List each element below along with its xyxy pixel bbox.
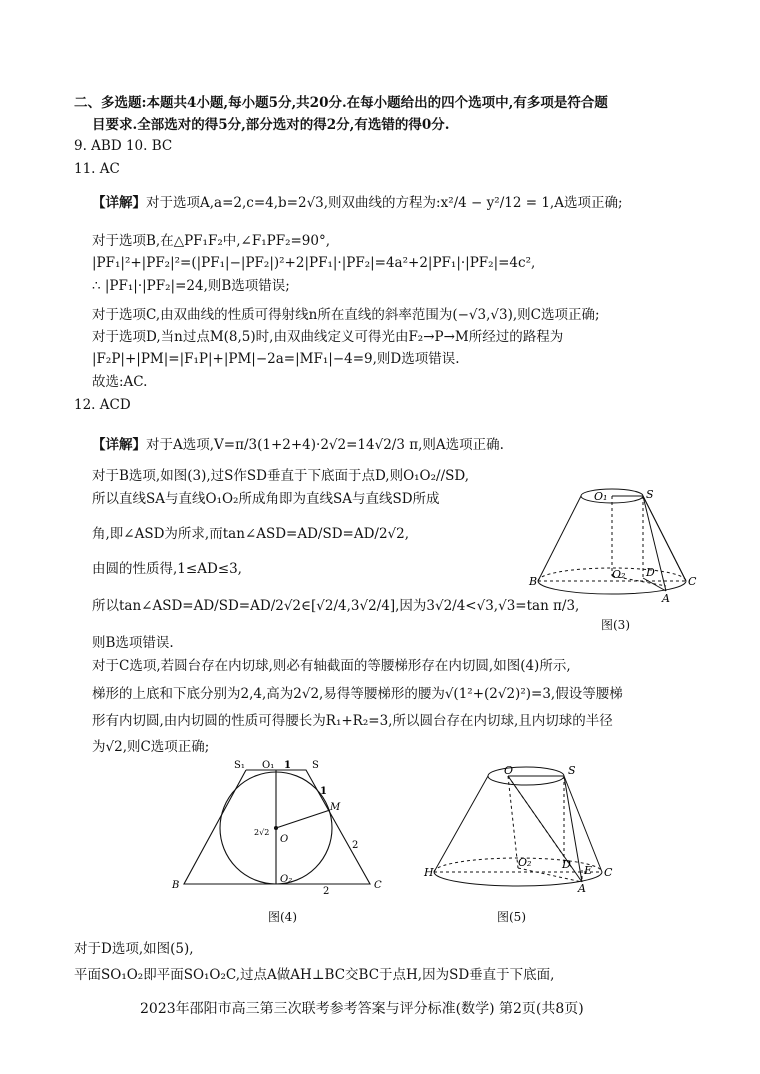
q12-line-4: 角,即∠ASD为所求,而tan∠ASD=AD/SD=AD/2√2,: [92, 526, 410, 542]
q12-line-11: 为√2,则C选项正确;: [92, 739, 210, 755]
q11-line-1: [92, 194, 623, 212]
figure-4: [170, 758, 390, 894]
q11-line-3: |PF₁|²+|PF₂|²=(|PF₁|−|PF₂|)²+2|PF₁|·|PF₂|=4a²+2|PF₁|·|PF₂|=4c²,: [92, 255, 536, 271]
fig3-label-s: S: [646, 488, 654, 501]
fig5-caption: 图(5): [497, 910, 526, 924]
q12-text-1: 对于A选项,V=π/3(1+2+4)·2√2=14√2/3 π,则A选项正确.: [146, 437, 504, 453]
fig4-label-b: B: [172, 880, 180, 891]
fig3-label-a: A: [662, 592, 670, 605]
q11-line-7: |F₂P|+|PM|=|F₁P|+|PM|−2a=|MF₁|−4=9,则D选项错误.: [92, 351, 460, 367]
q12-line-9: 梯形的上底和下底分别为2,4,高为2√2,易得等腰梯形的腰为√(1²+(2√2)²)=3,假设等腰梯: [92, 686, 623, 702]
q12-line-1: [92, 436, 504, 454]
fig5-label-h: H: [424, 866, 434, 879]
fig4-label-1a: 1: [284, 760, 291, 771]
fig4-label-o2: O₂: [280, 874, 293, 885]
q12-line-3: 所以直线SA与直线O₁O₂所成角即为直线SA与直线SD所成: [92, 491, 440, 507]
q11-line-4: ∴ |PF₁|·|PF₂|=24,则B选项错误;: [92, 278, 290, 294]
section-heading: 二、多选题:本题共4小题,每小题5分,共20分.在每小题给出的四个选项中,有多项是符合题: [74, 95, 608, 111]
fig3-label-d: D: [646, 566, 655, 579]
fig5-label-e: E: [584, 864, 593, 877]
answer-12: 12. ACD: [74, 397, 131, 413]
fig4-label-1b: 1: [320, 786, 327, 797]
fig4-label-o: O: [280, 834, 289, 845]
figure-3: [528, 486, 700, 636]
answer-11: 11. AC: [74, 161, 120, 177]
page-footer: 2023年邵阳市高三第三次联考参考答案与评分标准(数学) 第2页(共8页): [140, 1001, 584, 1017]
q12-line-7: 则B选项错误.: [92, 635, 174, 651]
fig3-label-c: C: [688, 575, 697, 588]
fig3-caption: 图(3): [601, 618, 630, 632]
q12-line-8: 对于C选项,若圆台存在内切球,则必有轴截面的等腰梯形存在内切圆,如图(4)所示,: [92, 658, 571, 674]
section-heading-cont: 目要求.全部选对的得5分,部分选对的得2分,有选错的得0分.: [92, 117, 450, 133]
answer-9-10: 9. ABD 10. BC: [74, 138, 173, 154]
fig3-label-b: B: [529, 575, 538, 588]
fig4-label-m: M: [330, 802, 341, 813]
q12-line-5: 由圆的性质得,1≤AD≤3,: [92, 561, 242, 577]
q11-text-1: 对于选项A,a=2,c=4,b=2√3,则双曲线的方程为:x²/4 − y²/12 = 1,A选项正确;: [146, 195, 623, 211]
q11-line-5: 对于选项C,由双曲线的性质可得射线n所在直线的斜率范围为(−√3,√3),则C选项正确;: [92, 307, 600, 323]
q11-line-6: 对于选项D,当n过点M(8,5)时,由双曲线定义可得光由F₂→P→M所经过的路程为: [92, 329, 564, 345]
q11-line-8: 故选:AC.: [92, 374, 148, 390]
fig5-label-o2: O₂: [518, 856, 532, 869]
fig5-label-a: A: [578, 882, 586, 894]
figure-5: [422, 762, 618, 894]
fig3-label-o2: O₂: [612, 568, 626, 581]
fig4-label-o1: O₁: [262, 760, 275, 771]
fig4-label-c: C: [374, 880, 382, 891]
fig4-label-r: 2√2: [254, 828, 270, 837]
fig4-caption: 图(4): [268, 910, 297, 924]
q12-line-6: 所以tan∠ASD=AD/SD=AD/2√2∈[√2/4,3√2/4],因为3√2/4<√3,√3=tan π/3,: [92, 598, 580, 614]
fig4-label-2b: 2: [323, 886, 330, 894]
fig3-label-o1: O₁: [594, 490, 608, 503]
q12-line-10: 形有内切圆,由内切圆的性质可得腰长为R₁+R₂=3,所以圆台存在内切球,且内切球的半径: [92, 713, 613, 729]
q11-line-2: 对于选项B,在△PF₁F₂中,∠F₁PF₂=90°,: [92, 233, 331, 249]
fig4-label-2a: 2: [352, 840, 359, 851]
q12-line-12: 对于D选项,如图(5),: [74, 941, 194, 957]
fig5-label-d: D: [562, 858, 571, 871]
detail-tag: 【详解】: [92, 195, 146, 211]
fig5-label-o: O: [504, 764, 514, 777]
fig5-label-c: C: [604, 866, 613, 879]
q12-line-13: 平面SO₁O₂即平面SO₁O₂C,过点A做AH⊥BC交BC于点H,因为SD垂直于下底面,: [74, 967, 555, 983]
fig4-label-s1: S₁: [234, 760, 245, 771]
fig4-label-s: S: [312, 760, 319, 771]
fig5-label-s: S: [568, 764, 576, 777]
detail-tag-2: 【详解】: [92, 437, 146, 453]
q12-line-2: 对于B选项,如图(3),过S作SD垂直于下底面于点D,则O₁O₂//SD,: [92, 468, 470, 484]
